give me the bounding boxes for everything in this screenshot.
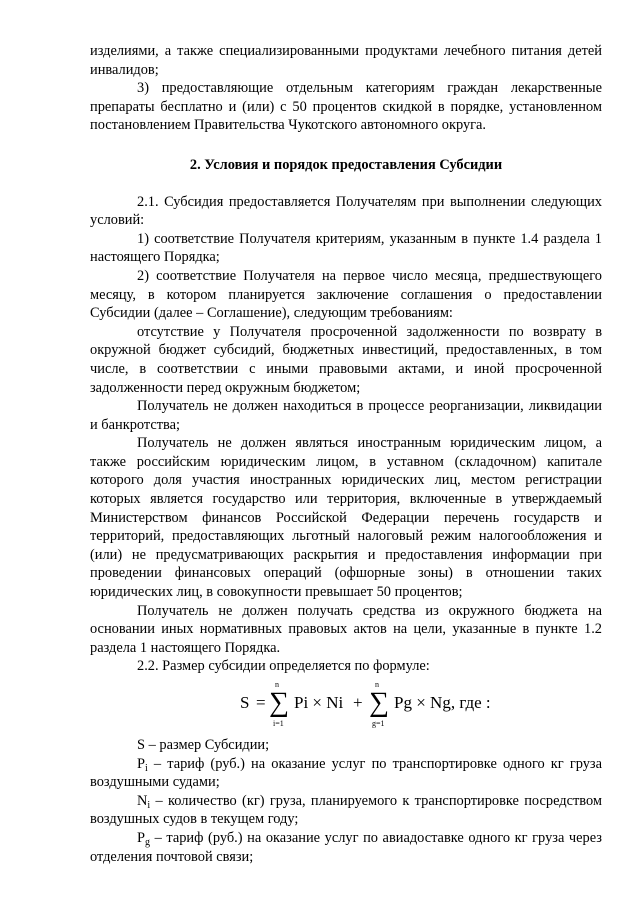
paragraph-2-2: 2.2. Размер субсидии определяется по формуле:	[137, 658, 430, 675]
formula-plus: +	[353, 693, 363, 712]
condition-2: 2) соответствие Получателя на первое число месяца, предшествующего месяцу, в котором планируется заключение соглашения о предоставлении Субсидии (далее – Соглашение), следующим требованиям:	[90, 267, 602, 322]
ni-symbol: N	[137, 792, 148, 809]
pi-symbol: P	[137, 755, 146, 772]
requirement-no-other-funds: Получатель не должен получать средства из окружного бюджета на основании иных нормативных правовых актов на цели, указанные в пункте 1.2 раздела 1 настоящего Порядка.	[90, 602, 602, 656]
requirement-debt: отсутствие у Получателя просроченной задолженности по возврату в окружной бюджет субсидий, бюджетных инвестиций, предоставленных, в том числе, в соответствии с иными правовыми актами, и иной просроченной задолженности перед окружным бюджетом;	[90, 323, 602, 396]
sum1-lower-limit: i=1	[273, 719, 284, 728]
requirement-foreign-entity: Получатель не должен являться иностранным юридическим лицом, а также российским юридическим лицом, в уставном (складочном) капитале которого доля участия иностранных юридических лиц, местом регистрации которых является государство или территория, включенные в утверждаемый Министерством финансов Российской Федерации перечень государств и территорий, предоставляющих льготный налоговый режим налогообложения и (или) не предусматривающих раскрытия и предоставления информации при проведении финансовых операций (офшорные зоны) в отношении таких юридических лиц, в совокупности превышает 50 процентов;	[90, 435, 602, 601]
condition-1: 1) соответствие Получателя критериям, указанным в пункте 1.4 раздела 1 настоящего Порядка;	[90, 230, 602, 266]
sum2-lower-limit: g=1	[372, 719, 385, 728]
pi-subscript: i	[145, 762, 148, 774]
definition-pi	[90, 755, 602, 792]
formula-equals: =	[256, 693, 266, 712]
section-heading: 2. Условия и порядок предоставления Субсидии	[189, 156, 503, 173]
ni-text: – количество (кг) груза, планируемого к транспортировке посредством воздушных судов в текущем году;	[90, 792, 602, 828]
sum2-sigma-icon: ∑	[369, 687, 389, 718]
subsidy-formula	[90, 680, 602, 730]
continuation-paragraph: изделиями, а также специализированными продуктами лечебного питания детей инвалидов;	[90, 43, 602, 78]
ni-subscript: i	[147, 799, 151, 811]
requirement-reorganization: Получатель не должен находиться в процессе реорганизации, ликвидации и банкротства;	[90, 398, 602, 433]
sum1-upper-limit: n	[275, 680, 279, 689]
pg-subscript: g	[145, 836, 151, 848]
definition-ni	[90, 792, 602, 829]
definition-s: S – размер Субсидии;	[137, 737, 270, 753]
pi-text: – тариф (руб.) на оказание услуг по транспортировке одного кг груза воздушными судами;	[90, 755, 602, 791]
pg-text: – тариф (руб.) на оказание услуг по авиадоставке одного кг груза через отделения почтовой связи;	[90, 829, 602, 865]
definition-pg	[90, 829, 602, 866]
paragraph-2-1: 2.1. Субсидия предоставляется Получателям при выполнении следующих условий:	[90, 193, 602, 229]
formula-term2: Pg × Ng, где :	[394, 693, 491, 712]
sum2-upper-limit: n	[375, 680, 379, 689]
formula-term1: Pi × Ni	[294, 693, 344, 712]
list-item-3: 3) предоставляющие отдельным категориям граждан лекарственные препараты бесплатно и (или) с 50 процентов скидкой в порядке, установленном постановлением Правительства Чукотского автономного округа.	[90, 80, 602, 134]
sum1-sigma-icon: ∑	[269, 687, 289, 718]
document-page	[90, 42, 602, 866]
pg-symbol: P	[137, 829, 146, 846]
formula-lhs: S	[240, 693, 250, 712]
